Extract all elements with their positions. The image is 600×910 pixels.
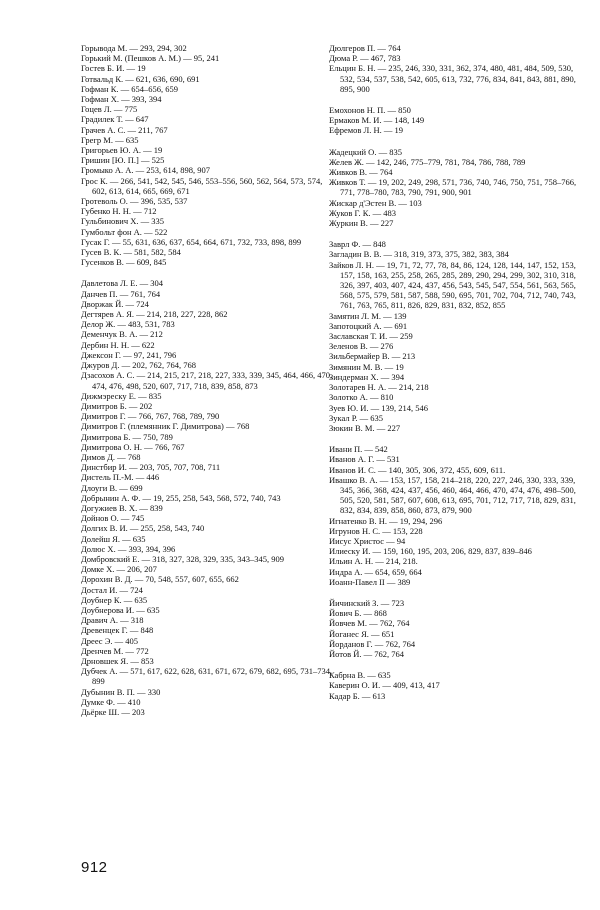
group-separator <box>329 228 585 239</box>
index-entry: Гофман Х. — 393, 394 <box>81 94 162 105</box>
index-entry: Готвальд К. — 621, 636, 690, 691 <box>81 73 200 84</box>
index-entry: Жадецкий О. — 835 <box>329 146 402 157</box>
group-separator <box>329 136 585 147</box>
index-entry: Кабрна В. — 635 <box>329 670 391 681</box>
index-entry: Динстбир И. — 203, 705, 707, 708, 711 <box>81 462 221 473</box>
index-entry: Долейш Я. — 635 <box>81 533 146 544</box>
index-entry: Живков В. — 764 <box>329 167 393 178</box>
index-entry: Димитров Г. (племянник Г. Димитрова) — 768 <box>81 421 250 432</box>
index-entry: Долюс Х. — 393, 394, 396 <box>81 543 176 554</box>
index-entry: Зеленов В. — 276 <box>329 341 394 352</box>
index-entry: Заславская Т. И. — 259 <box>329 331 413 342</box>
index-entry: Думке Ф. — 410 <box>81 696 141 707</box>
index-entry: Ивани П. — 542 <box>329 444 388 455</box>
index-entry: Гостев Б. И. — 19 <box>81 63 146 74</box>
index-entry: Илиеску И. — 159, 160, 195, 203, 206, 829, 837, 839–846 <box>329 546 532 557</box>
index-entry: Горький М. (Пешков А. М.) — 95, 241 <box>81 53 220 64</box>
group-separator <box>329 433 585 444</box>
index-entry: Золотко А. — 810 <box>329 392 394 403</box>
index-entry: Длоуги В. — 699 <box>81 482 143 493</box>
index-entry: Емохонов Н. П. — 850 <box>329 105 411 116</box>
index-entry: Зуев Ю. И. — 139, 214, 546 <box>329 402 429 413</box>
index-entry: Деменчук В. А. — 212 <box>81 329 163 340</box>
index-entry: Домке Х. — 206, 207 <box>81 564 157 575</box>
index-entry: Желев Ж. — 142, 246, 775–779, 781, 784, 786, 788, 789 <box>329 156 526 167</box>
index-entry: Димитров Б. — 202 <box>81 400 153 411</box>
index-entry: Дубчек А. — 571, 617, 622, 628, 631, 671, 672, 679, 682, 695, 731–734, 899 <box>81 666 333 687</box>
index-entry: Йичинский З. — 723 <box>329 597 405 608</box>
index-entry: Дегтярев А. Я. — 214, 218, 227, 228, 862 <box>81 309 228 320</box>
index-entry: Димитрова Б. — 750, 789 <box>81 431 173 442</box>
index-entry: Запотоцкий А. — 691 <box>329 320 408 331</box>
index-entry: Жуков Г. К. — 483 <box>329 207 397 218</box>
index-entry: Игнатенко В. Н. — 19, 294, 296 <box>329 515 443 526</box>
index-entry: Грегр М. — 635 <box>81 134 139 145</box>
index-entry: Гумбольт фон А. — 522 <box>81 226 168 237</box>
index-entry: Гусев В. К. — 581, 582, 584 <box>81 247 181 258</box>
index-entry: Йовчев М. — 762, 764 <box>329 618 410 629</box>
index-entry: Долгих В. И. — 255, 258, 543, 740 <box>81 523 205 534</box>
index-entry: Загладин В. В. — 318, 319, 373, 375, 382, 383, 384 <box>329 249 509 260</box>
index-entry: Иоанн-Павел II — 389 <box>329 576 411 587</box>
index-entry: Ельцин Б. Н. — 235, 246, 330, 331, 362, 374, 480, 481, 484, 509, 530, 532, 534, 537, 538, 542, 605, 613, 732, 776, 834, 841, 843, 881, 890, 895, 900 <box>329 63 576 94</box>
index-column-right <box>329 43 585 701</box>
index-entry: Зимянин М. В. — 19 <box>329 361 404 372</box>
group-separator <box>329 587 585 598</box>
index-entry: Зиндерман Х. — 394 <box>329 371 405 382</box>
index-entry: Делор Ж. — 483, 531, 783 <box>81 319 175 330</box>
index-entry: Дистель П.-М. — 446 <box>81 472 160 483</box>
index-entry: Грачев А. С. — 211, 767 <box>81 124 168 135</box>
index-entry: Гусенков В. — 609, 845 <box>81 257 167 268</box>
index-entry: Дижмэреску Е. — 835 <box>81 390 162 401</box>
index-entry: Зильбермайер В. — 213 <box>329 351 416 362</box>
index-entry: Джуров Д. — 202, 762, 764, 768 <box>81 360 196 371</box>
index-entry: Иванов А. Г. — 531 <box>329 454 400 465</box>
index-entry: Дюма Р. — 467, 783 <box>329 53 401 64</box>
index-entry: Гофман К. — 654–656, 659 <box>81 83 178 94</box>
index-entry: Живков Т. — 19, 202, 249, 298, 571, 736, 740, 746, 750, 751, 758–766, 771, 778–780, 783, 790, 791, 900, 901 <box>329 177 577 198</box>
index-entry: Домбровский Е. — 318, 327, 328, 329, 335, 343–345, 909 <box>81 553 284 564</box>
index-entry: Ильин А. Н. — 214, 218. <box>329 556 418 567</box>
index-entry: Дербин Н. Н. — 622 <box>81 339 155 350</box>
index-entry: Достал И. — 724 <box>81 584 143 595</box>
index-entry: Давлетова Л. Е. — 304 <box>81 278 163 289</box>
index-entry: Заврл Ф. — 848 <box>329 239 386 250</box>
page-number: 912 <box>81 859 108 876</box>
index-entry: Димов Д. — 768 <box>81 451 141 462</box>
index-entry: Йорданов Г. — 762, 764 <box>329 638 416 649</box>
index-entry: Индра А. — 654, 659, 664 <box>329 566 422 577</box>
index-entry: Дзасохов А. С. — 214, 215, 217, 218, 227, 333, 339, 345, 464, 466, 470, 474, 476, 498, 520, 607, 717, 718, 839, 858, 873 <box>81 370 333 391</box>
index-entry: Дреес Э. — 405 <box>81 635 138 646</box>
index-entry: Дьёрке Ш. — 203 <box>81 707 145 717</box>
group-separator <box>329 659 585 670</box>
index-entry: Ефремов Л. Н. — 19 <box>329 125 404 136</box>
index-entry: Йоганес Я. — 651 <box>329 628 395 639</box>
index-entry: Дрновшек Я. — 853 <box>81 655 154 666</box>
group-separator <box>329 94 585 105</box>
index-entry: Каверин О. И. — 409, 413, 417 <box>329 680 440 691</box>
index-column-left <box>81 43 333 717</box>
index-entry: Иванов И. С. — 140, 305, 306, 372, 455, 609, 611. <box>329 464 506 475</box>
index-entry: Древенцек Г. — 848 <box>81 625 154 636</box>
index-entry: Дравич А. — 318 <box>81 615 144 626</box>
index-entry: Джексон Г. — 97, 241, 796 <box>81 349 177 360</box>
index-entry: Гротеволь О. — 396, 535, 537 <box>81 196 188 207</box>
index-entry: Гришин [Ю. П.] — 525 <box>81 155 165 166</box>
index-entry: Дренчев М. — 772 <box>81 645 149 656</box>
index-entry: Дорохин В. Д. — 70, 548, 557, 607, 655, 662 <box>81 574 239 585</box>
index-entry: Замятин Л. М. — 139 <box>329 310 407 321</box>
index-entry: Ермаков М. И. — 148, 149 <box>329 115 425 126</box>
index-entry: Йович Б. — 868 <box>329 608 387 619</box>
index-entry: Губенко Н. Н. — 712 <box>81 206 157 217</box>
index-entry: Дворжак Й. — 724 <box>81 298 149 309</box>
index-entry: Доубнерова И. — 635 <box>81 604 160 615</box>
index-entry: Громыко А. А. — 253, 614, 898, 907 <box>81 165 211 176</box>
index-entry: Димитрова О. Н. — 766, 767 <box>81 441 185 452</box>
index-entry: Данчев П. — 761, 764 <box>81 288 161 299</box>
index-entry: Ивашко В. А. — 153, 157, 158, 214–218, 220, 227, 246, 330, 333, 339, 345, 366, 368, 424, 437, 456, 460, 464, 466, 470, 474, 476, 498–500, 505, 520, 581, 587, 607, 608, 613, 695, 701, 712, 717, 718, 829, 831, 832, 834, 839, 858, 860, 873, 879, 900 <box>329 474 576 516</box>
index-entry: Зайков Л. Н. — 19, 71, 72, 77, 78, 84, 86, 124, 128, 144, 147, 152, 153, 157, 158, 163, 255, 258, 265, 285, 289, 290, 294, 299, 302, 310, 318, 326, 397, 403, 407, 424, 437, 456, 543, 545, 547, 554, 561, 563, 565, 568, 575, 579, 581, 587, 588, 590, 695, 701, 702, 704, 712, 740, 743, 761, 763, 765, 811, 826, 829, 831, 832, 852, 855 <box>329 259 576 311</box>
index-entry: Гульбинович Х. — 335 <box>81 216 164 227</box>
index-entry: Дюлгеров П. — 764 <box>329 43 401 53</box>
index-entry: Григорьев Ю. А. — 19 <box>81 145 163 156</box>
index-entry: Доубнер К. — 635 <box>81 594 148 605</box>
index-entry: Грос К. — 266, 541, 542, 545, 546, 553–556, 560, 562, 564, 573, 574, 602, 613, 614, 665, 669, 671 <box>81 175 323 196</box>
index-entry: Зукал Р. — 635 <box>329 412 384 423</box>
index-entry: Градилек Т. — 647 <box>81 114 149 125</box>
index-entry: Иисус Христос — 94 <box>329 535 406 546</box>
index-entry: Йотов Й. — 762, 764 <box>329 648 405 659</box>
index-entry: Журкин В. — 227 <box>329 218 394 229</box>
index-entry: Гоцев Л. — 775 <box>81 104 138 115</box>
index-entry: Зюкин В. М. — 227 <box>329 422 401 433</box>
index-entry: Жискар д'Эстен В. — 103 <box>329 197 422 208</box>
index-entry: Кадар Б. — 613 <box>329 690 386 701</box>
index-entry: Игрунов Н. С. — 153, 228 <box>329 525 423 536</box>
index-entry: Добрынин А. Ф. — 19, 255, 258, 543, 568, 572, 740, 743 <box>81 492 281 503</box>
index-entry: Золотарев Н. А. — 214, 218 <box>329 382 429 393</box>
index-entry: Дубынин В. П. — 330 <box>81 686 161 697</box>
index-entry: Дойнов О. — 745 <box>81 513 145 524</box>
index-entry: Горывода М. — 293, 294, 302 <box>81 43 187 53</box>
group-separator <box>81 267 333 278</box>
index-entry: Димитров Г. — 766, 767, 768, 789, 790 <box>81 411 220 422</box>
index-entry: Гусак Г. — 55, 631, 636, 637, 654, 664, 671, 732, 733, 898, 899 <box>81 236 302 247</box>
index-entry: Догужиев В. Х. — 839 <box>81 502 163 513</box>
